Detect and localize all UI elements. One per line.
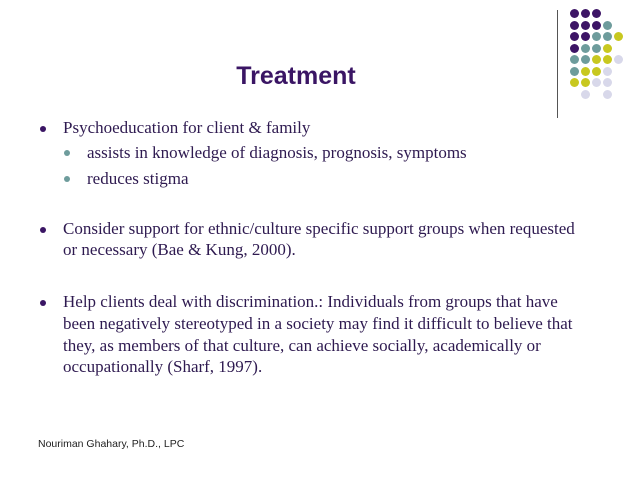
decorative-dot xyxy=(603,21,612,30)
sub-bullet-icon xyxy=(64,150,70,156)
decorative-dot xyxy=(603,32,612,41)
decorative-dot xyxy=(614,55,623,64)
decorative-dot xyxy=(581,21,590,30)
bullet-3-line-3: they, as members of that culture, can achieve socially, academically or xyxy=(63,336,541,355)
sub-bullet-icon xyxy=(64,176,70,182)
decorative-dot xyxy=(570,32,579,41)
sub-bullet-2-text: reduces stigma xyxy=(87,169,189,188)
decorative-dot xyxy=(592,44,601,53)
bullet-2-line-2: or necessary (Bae & Kung, 2000). xyxy=(63,240,296,259)
slide-title: Treatment xyxy=(236,62,356,90)
decorative-dot xyxy=(614,32,623,41)
bullet-2-line-1: Consider support for ethnic/culture specific support groups when requested xyxy=(63,219,575,238)
bullet-icon xyxy=(40,227,46,233)
decorative-dot xyxy=(592,55,601,64)
bullet-icon xyxy=(40,300,46,306)
decorative-dot xyxy=(581,32,590,41)
decorative-dot xyxy=(581,44,590,53)
bullet-3-line-2: been negatively stereotyped in a society may find it difficult to believe that xyxy=(63,314,573,333)
decorative-dot xyxy=(592,9,601,18)
decorative-dot xyxy=(570,21,579,30)
decorative-dot xyxy=(570,9,579,18)
decorative-dot xyxy=(592,21,601,30)
slide-footer: Nouriman Ghahary, Ph.D., LPC xyxy=(38,438,185,450)
decorative-dot xyxy=(592,32,601,41)
decorative-dot xyxy=(603,67,612,76)
decorative-dot xyxy=(570,44,579,53)
decorative-dot xyxy=(603,44,612,53)
bullet-icon xyxy=(40,126,46,132)
bullet-1-text: Psychoeducation for client & family xyxy=(63,118,311,137)
decorative-dot xyxy=(603,55,612,64)
sub-bullet-1-text: assists in knowledge of diagnosis, prognosis, symptoms xyxy=(87,143,467,162)
decorative-dot xyxy=(603,90,612,99)
bullet-3-line-4: occupationally (Sharf, 1997). xyxy=(63,357,263,376)
decorative-dot xyxy=(581,9,590,18)
decorative-dot xyxy=(592,78,601,87)
decorative-dot xyxy=(603,78,612,87)
bullet-3-line-1: Help clients deal with discrimination.: Individuals from groups that have xyxy=(63,292,558,311)
decorative-dot xyxy=(592,67,601,76)
